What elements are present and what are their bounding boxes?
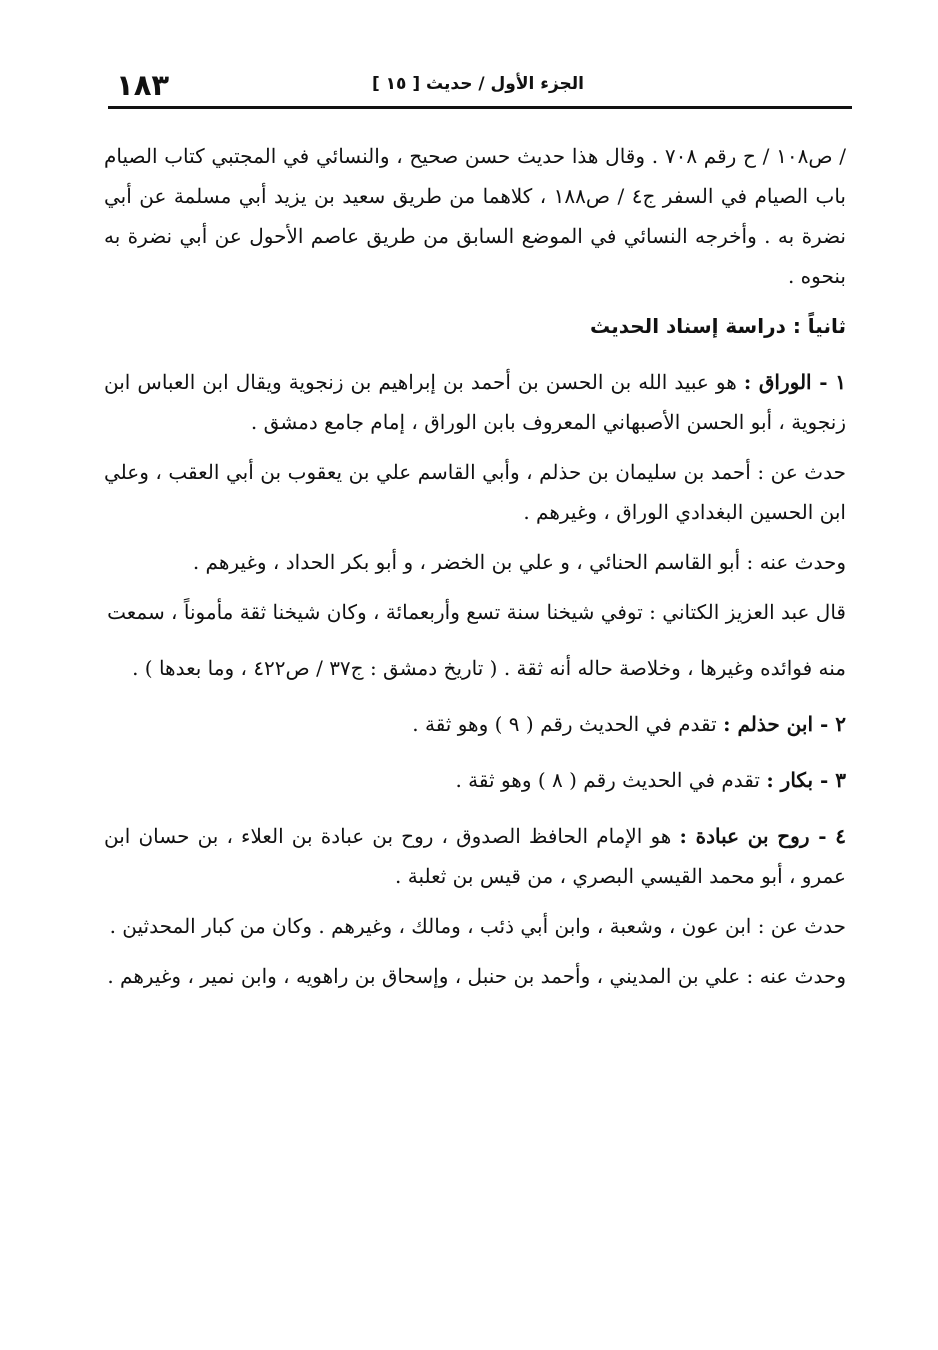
section-heading: ثانياً : دراسة إسناد الحديث — [590, 314, 846, 338]
narrator-1-teachers: حدث عن : أحمد بن سليمان بن حذلم ، وأبي القاسم علي بن يعقوب بن أبي العقب ، وعلي ابن الحسين البغدادي الوراق ، وغيرهم . — [104, 460, 846, 524]
running-header — [108, 66, 850, 106]
narrator-1-students: وحدث عنه : أبو القاسم الحنائي ، و علي بن الخضر ، و أبو بكر الحداد ، وغيرهم . — [192, 550, 846, 574]
narrator-1-summary: منه فوائده وغيرها ، وخلاصة حاله أنه ثقة . ( تاريخ دمشق : ج٣٧ / ص٤٢٢ ، وما بعدها ) . — [132, 656, 846, 680]
narrator-4-students: وحدث عنه : علي بن المديني ، وأحمد بن حنبل ، وإسحاق بن راهويه ، وابن نمير ، وغيرهم . — [107, 964, 846, 988]
narrator-1-entry — [104, 362, 846, 442]
narrator-4-entry — [104, 816, 846, 896]
narrator-3-label: ٣ - بكار : — [766, 768, 846, 792]
narrator-3-text: تقدم في الحديث رقم ( ٨ ) وهو ثقة . — [455, 768, 760, 792]
narrator-4-label: ٤ - روح بن عبادة : — [679, 824, 846, 848]
paragraph-takhrij: / ص١٠٨ / ح رقم ٧٠٨ . وقال هذا حديث حسن صحيح ، والنسائي في المجتبي كتاب الصيام باب الصيام في السفر ج٤ / ص١٨٨ ، كلاهما من طريق سعيد بن يزيد أبي مسلمة عن أبي نضرة به . وأخرجه النسائي في الموضع السابق من طريق عاصم الأحول عن أبي نضرة به بنحوه . — [104, 144, 846, 288]
narrator-4-teachers: حدث عن : ابن عون ، وشعبة ، وابن أبي ذئب ، ومالك ، وغيرهم . وكان من كبار المحدثين . — [109, 914, 846, 938]
page-body — [104, 136, 846, 996]
narrator-1-text: هو عبيد الله بن الحسن بن أحمد بن إبراهيم بن زنجوية ويقال ابن العباس ابن زنجوية ، أبو الحسن الأصبهاني المعروف بابن الوراق ، إمام جامع دمشق . — [104, 370, 846, 434]
narrator-1-label: ١ - الوراق : — [743, 370, 846, 394]
running-title: الجزء الأول / حديث [ ١٥ ] — [371, 74, 584, 94]
narrator-4-text: هو الإمام الحافظ الصدوق ، روح بن عبادة بن العلاء ، بن حسان ابن عمرو ، أبو محمد القيسي البصري ، من قيس بن ثعلبة . — [104, 824, 846, 888]
narrator-2-text: تقدم في الحديث رقم ( ٩ ) وهو ثقة . — [412, 712, 717, 736]
narrator-2-label: ٢ - ابن حذلم : — [723, 712, 846, 736]
narrator-3-entry — [104, 760, 846, 800]
narrator-2-entry — [104, 704, 846, 744]
header-rule — [108, 106, 852, 109]
page-number: ١٨٣ — [116, 68, 170, 102]
narrator-1-quote: قال عبد العزيز الكتاني : توفي شيخنا سنة تسع وأربعمائة ، وكان شيخنا ثقة مأموناً ، سمعت — [107, 600, 846, 624]
